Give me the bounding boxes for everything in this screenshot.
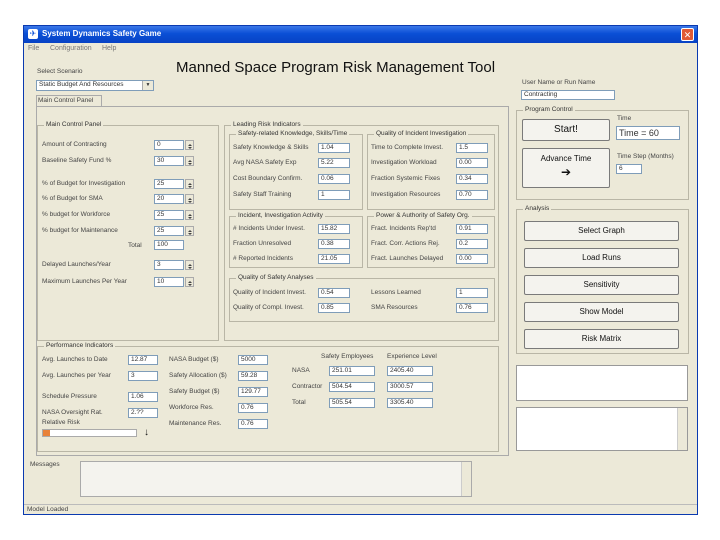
indicator-label: Fract. Launches Delayed <box>371 255 444 262</box>
delayed-launches-input[interactable]: 3 <box>154 260 184 270</box>
analysis-button[interactable]: Sensitivity <box>524 275 679 295</box>
tab-main-control-panel[interactable] <box>36 95 102 106</box>
chevron-down-icon[interactable]: ▼ <box>142 81 153 90</box>
total-label: Total <box>128 242 142 249</box>
indicator-label: Fraction Unresolved <box>233 240 292 247</box>
indicator-value: 0.70 <box>456 190 488 200</box>
control-input[interactable]: 25 <box>154 210 184 220</box>
performance-value: 59.28 <box>238 371 268 381</box>
time-step-label: Time Step (Months) <box>617 153 674 160</box>
time-step-input[interactable]: 6 <box>616 164 642 174</box>
safety-employees-value: 504.54 <box>329 382 375 392</box>
experience-level-value: 3000.57 <box>387 382 433 392</box>
leading-indicators-title: Leading Risk Indicators <box>233 121 301 128</box>
messages-box[interactable] <box>80 461 472 497</box>
menu-bar <box>24 43 697 55</box>
relative-risk-label: Relative Risk <box>42 419 80 426</box>
control-spinner[interactable] <box>185 156 194 166</box>
start-button[interactable]: Start! <box>522 119 610 141</box>
ksat-title: Safety-related Knowledge, Skills/Time <box>238 130 348 137</box>
output-box-2[interactable] <box>516 407 688 451</box>
power-authority-title: Power & Authority of Safety Org. <box>376 212 470 219</box>
user-name-label: User Name or Run Name <box>522 79 596 86</box>
status-text: Model Loaded <box>27 506 69 513</box>
indicator-label: Quality of Incident Invest. <box>233 289 306 296</box>
program-control-title: Program Control <box>525 106 573 113</box>
control-label: % of Budget for Investigation <box>42 180 126 187</box>
performance-label: Schedule Pressure <box>42 393 97 400</box>
performance-label: Workforce Res. <box>169 404 214 411</box>
experience-level-header: Experience Level <box>387 353 437 360</box>
delayed-launches-spinner[interactable] <box>185 260 194 270</box>
app-icon: ✈ <box>29 29 37 38</box>
total-value: 100 <box>154 240 184 250</box>
control-input[interactable]: 20 <box>154 194 184 204</box>
indicator-value: 1.5 <box>456 143 488 153</box>
quality-investigation-title: Quality of Incident Investigation <box>376 130 467 137</box>
window-title: System Dynamics Safety Game <box>42 29 162 38</box>
menu-help[interactable]: Help <box>102 45 117 52</box>
control-label: % budget for Maintenance <box>42 227 118 234</box>
scenario-value: Static Budget And Resources <box>39 81 124 88</box>
menu-configuration[interactable]: Configuration <box>50 45 92 52</box>
performance-value: 2.?? <box>128 408 158 418</box>
title-bar <box>24 26 697 43</box>
control-spinner[interactable] <box>185 194 194 204</box>
safety-employees-value: 251.01 <box>329 366 375 376</box>
employee-row-label: NASA <box>292 367 310 374</box>
performance-label: Maintenance Res. <box>169 420 222 427</box>
experience-level-value: 2405.40 <box>387 366 433 376</box>
menu-file[interactable]: File <box>28 45 40 52</box>
indicator-value: 0.85 <box>318 303 350 313</box>
indicator-value: 0.00 <box>456 158 488 168</box>
relative-risk-bar <box>42 429 137 437</box>
indicator-value: 15.82 <box>318 224 350 234</box>
indicator-label: Quality of Compl. Invest. <box>233 304 304 311</box>
control-label: Baseline Safety Fund % <box>42 157 112 164</box>
status-bar <box>24 504 697 515</box>
analysis-button[interactable]: Show Model <box>524 302 679 322</box>
control-input[interactable]: 25 <box>154 179 184 189</box>
analysis-title: Analysis <box>525 205 550 212</box>
control-input[interactable]: 0 <box>154 140 184 150</box>
indicator-value: 1 <box>318 190 350 200</box>
control-input[interactable]: 30 <box>154 156 184 166</box>
output-scrollbar[interactable] <box>677 408 687 450</box>
advance-time-button[interactable] <box>522 148 610 188</box>
indicator-label: Safety Knowledge & Skills <box>233 144 309 151</box>
analysis-button[interactable]: Risk Matrix <box>524 329 679 349</box>
safety-analyses-group <box>229 274 495 322</box>
indicator-value: 0.38 <box>318 239 350 249</box>
max-launches-label: Maximum Launches Per Year <box>42 278 127 285</box>
indicator-label: SMA Resources <box>371 304 418 311</box>
employee-row-label: Contractor <box>292 383 323 390</box>
performance-label: NASA Budget ($) <box>169 356 219 363</box>
advance-time-label: Advance Time <box>540 154 592 163</box>
control-spinner[interactable] <box>185 179 194 189</box>
safety-employees-header: Safety Employees <box>321 353 374 360</box>
safety-analyses-title: Quality of Safety Analyses <box>238 274 314 281</box>
analysis-button[interactable]: Select Graph <box>524 221 679 241</box>
investigation-activity-title: Incident, Investigation Activity <box>238 212 323 219</box>
indicator-label: # Reported Incidents <box>233 255 293 262</box>
tab-label: Main Control Panel <box>38 97 94 104</box>
performance-label: Avg. Launches per Year <box>42 372 111 379</box>
performance-label: NASA Oversight Rat. <box>42 409 103 416</box>
user-name-input[interactable]: Contracting <box>521 90 615 100</box>
scenario-select[interactable] <box>36 80 154 91</box>
close-button[interactable]: ✕ <box>681 28 694 41</box>
performance-title: Performance Indicators <box>46 342 114 349</box>
time-display: Time = 60 <box>616 126 680 140</box>
performance-label: Avg. Launches to Date <box>42 356 108 363</box>
indicator-label: Fract. Incidents Rep'td <box>371 225 436 232</box>
indicator-value: 0.00 <box>456 254 488 264</box>
performance-value: 5000 <box>238 355 268 365</box>
control-label: Amount of Contracting <box>42 141 107 148</box>
experience-level-value: 3305.40 <box>387 398 433 408</box>
indicator-label: Time to Complete Invest. <box>371 144 444 151</box>
control-spinner[interactable] <box>185 210 194 220</box>
output-box-1[interactable] <box>516 365 688 401</box>
indicator-value: 5.22 <box>318 158 350 168</box>
performance-label: Safety Allocation ($) <box>169 372 227 379</box>
control-input[interactable]: 25 <box>154 226 184 236</box>
page-title: Manned Space Program Risk Management Tool <box>176 59 496 76</box>
arrow-right-icon: ➔ <box>560 165 572 179</box>
performance-value: 3 <box>128 371 158 381</box>
indicator-value: 1.04 <box>318 143 350 153</box>
performance-value: 1.06 <box>128 392 158 402</box>
indicator-label: Avg NASA Safety Exp <box>233 159 297 166</box>
indicator-label: Investigation Resources <box>371 191 441 198</box>
indicator-label: Cost Boundary Confirm. <box>233 175 303 182</box>
arrow-down-icon: ↓ <box>144 427 149 438</box>
performance-value: 12.87 <box>128 355 158 365</box>
delayed-launches-label: Delayed Launches/Year <box>42 261 111 268</box>
control-label: % of Budget for SMA <box>42 195 103 202</box>
performance-value: 0.76 <box>238 419 268 429</box>
messages-scrollbar[interactable] <box>461 462 471 496</box>
max-launches-input[interactable]: 10 <box>154 277 184 287</box>
scenario-label: Select Scenario <box>37 68 83 75</box>
indicator-value: 21.05 <box>318 254 350 264</box>
indicator-value: 0.54 <box>318 288 350 298</box>
indicator-label: Investigation Workload <box>371 159 437 166</box>
indicator-label: Fraction Systemic Fixes <box>371 175 440 182</box>
indicator-label: Lessons Learned <box>371 289 421 296</box>
performance-value: 129.77 <box>238 387 268 397</box>
employee-row-label: Total <box>292 399 306 406</box>
main-control-title: Main Control Panel <box>46 121 102 128</box>
control-spinner[interactable] <box>185 140 194 150</box>
time-label: Time <box>617 115 632 122</box>
indicator-value: 0.91 <box>456 224 488 234</box>
analysis-button[interactable]: Load Runs <box>524 248 679 268</box>
control-spinner[interactable] <box>185 226 194 236</box>
max-launches-spinner[interactable] <box>185 277 194 287</box>
indicator-label: # Incidents Under Invest. <box>233 225 305 232</box>
indicator-value: 0.34 <box>456 174 488 184</box>
messages-label: Messages <box>30 461 60 468</box>
indicator-value: 0.2 <box>456 239 488 249</box>
relative-risk-fill <box>43 430 50 436</box>
indicator-value: 0.06 <box>318 174 350 184</box>
safety-employees-value: 505.54 <box>329 398 375 408</box>
app-window <box>23 25 698 515</box>
indicator-value: 0.76 <box>456 303 488 313</box>
indicator-value: 1 <box>456 288 488 298</box>
control-label: % budget for Workforce <box>42 211 111 218</box>
indicator-label: Fract. Corr. Actions Rej. <box>371 240 440 247</box>
indicator-label: Safety Staff Training <box>233 191 292 198</box>
performance-value: 0.76 <box>238 403 268 413</box>
performance-label: Safety Budget ($) <box>169 388 220 395</box>
